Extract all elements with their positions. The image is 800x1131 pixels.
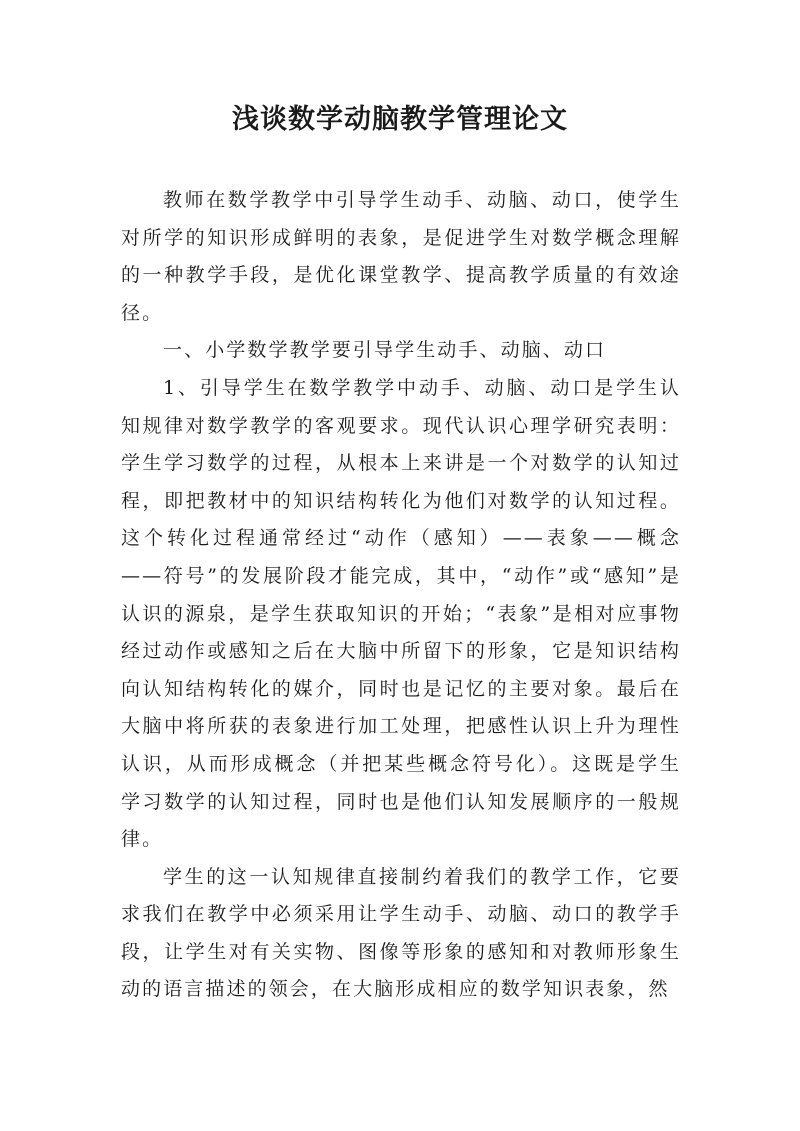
document-body: [121, 182, 681, 1009]
paragraph-intro: 教师在数学教学中引导学生动手、动脑、动口，使学生对所学的知识形成鲜明的表象，是促进学生对数学概念理解的一种教学手段，是优化课堂教学、提高教学质量的有效途径。: [121, 189, 681, 324]
paragraph-point-1: 1、引导学生在数学教学中动手、动脑、动口是学生认知规律对数学教学的客观要求。现代认识心理学研究表明：学生学习数学的过程，从根本上来讲是一个对数学的认知过程，即把教材中的知识结构转化为他们对数学的认知过程。这个转化过程通常经过“动作（感知）——表象——概念——符号”的发展阶段才能完成，其中，“动作”或“感知”是认识的源泉，是学生获取知识的开始；“表象”是相对应事物经过动作或感知之后在大脑中所留下的形象，它是知识结构向认知结构转化的媒介，同时也是记忆的主要对象。最后在大脑中将所获的表象进行加工处理，把感性认识上升为理性认识，从而形成概念（并把某些概念符号化）。这既是学生学习数学的认知过程，同时也是他们认知发展顺序的一般规律。: [121, 376, 681, 851]
section-heading-1: 一、小学数学教学要引导学生动手、动脑、动口: [163, 339, 607, 362]
document-title: 浅谈数学动脑教学管理论文: [232, 104, 568, 135]
paragraph-cognitive-law: 学生的这一认知规律直接制约着我们的教学工作，它要求我们在教学中必须采用让学生动手、动脑、动口的教学手段，让学生对有关实物、图像等形象的感知和对教师形象生动的语言描述的领会，在大脑形成相应的数学知识表象，然: [121, 865, 681, 1001]
